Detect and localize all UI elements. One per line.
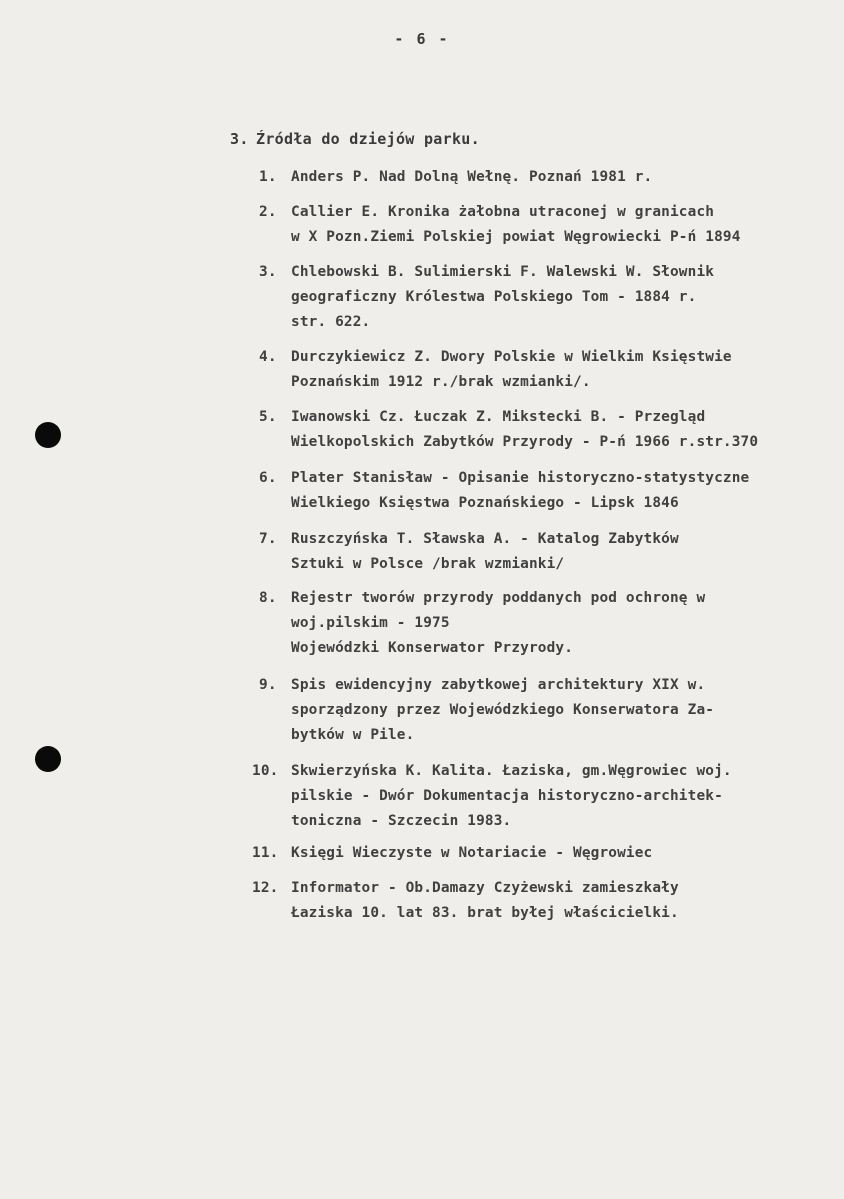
entry-line: Łaziska 10. lat 83. brat byłej właścicielki. <box>291 905 679 921</box>
entry-line: w X Pozn.Ziemi Polskiej powiat Węgrowiecki P-ń 1894 <box>291 229 741 245</box>
entry-line: bytków w Pile. <box>291 727 415 743</box>
section-number: 3. <box>230 130 249 148</box>
entry-line: Wielkopolskich Zabytków Przyrody - P-ń 1966 r.str.370 <box>291 434 759 450</box>
entry-line: geograficzny Królestwa Polskiego Tom - 1884 r. <box>291 289 697 305</box>
entry-line: toniczna - Szczecin 1983. <box>291 813 512 829</box>
entry-number: 5. <box>259 409 277 425</box>
entry-line: pilskie - Dwór Dokumentacja historyczno-architek- <box>291 788 723 804</box>
entry-line: Sztuki w Polsce /brak wzmianki/ <box>291 556 565 572</box>
entry-line: Wojewódzki Konserwator Przyrody. <box>291 640 574 656</box>
entry-line: Skwierzyńska K. Kalita. Łaziska, gm.Węgrowiec woj. <box>291 763 732 779</box>
entry-line: Spis ewidencyjny zabytkowej architektury XIX w. <box>291 677 706 693</box>
entry-number: 10. <box>252 763 279 779</box>
entry-number: 1. <box>259 169 277 185</box>
entry-line: Wielkiego Księstwa Poznańskiego - Lipsk 1846 <box>291 495 679 511</box>
entry-line: Poznańskim 1912 r./brak wzmianki/. <box>291 374 591 390</box>
entry-line: Chlebowski B. Sulimierski F. Walewski W. Słownik <box>291 264 715 280</box>
entry-number: 2. <box>259 204 277 220</box>
punch-hole <box>35 422 61 448</box>
entry-number: 6. <box>259 470 277 486</box>
entry-number: 12. <box>252 880 279 896</box>
page-number: - 6 - <box>394 30 450 48</box>
section-heading <box>230 130 480 148</box>
section-title: Źródła do dziejów parku. <box>256 130 480 148</box>
entry-number: 7. <box>259 531 277 547</box>
entry-number: 4. <box>259 349 277 365</box>
entry-line: Plater Stanisław - Opisanie historyczno-statystyczne <box>291 470 750 486</box>
entry-line: Anders P. Nad Dolną Wełnę. Poznań 1981 r. <box>291 169 653 185</box>
entry-line: Księgi Wieczyste w Notariacie - Węgrowiec <box>291 845 653 861</box>
entry-line: str. 622. <box>291 314 371 330</box>
entry-line: Iwanowski Cz. Łuczak Z. Mikstecki B. - Przegląd <box>291 409 706 425</box>
entry-number: 3. <box>259 264 277 280</box>
entry-line: sporządzony przez Wojewódzkiego Konserwatora Za- <box>291 702 715 718</box>
entry-number: 9. <box>259 677 277 693</box>
entry-line: Durczykiewicz Z. Dwory Polskie w Wielkim Księstwie <box>291 349 732 365</box>
entry-number: 11. <box>252 845 279 861</box>
entry-line: Ruszczyńska T. Sławska A. - Katalog Zabytków <box>291 531 679 547</box>
entry-line: Informator - Ob.Damazy Czyżewski zamieszkały <box>291 880 679 896</box>
entry-line: Rejestr tworów przyrody poddanych pod ochronę w <box>291 590 706 606</box>
entry-number: 8. <box>259 590 277 606</box>
entry-line: Callier E. Kronika żałobna utraconej w granicach <box>291 204 715 220</box>
punch-hole <box>35 746 61 772</box>
entry-line: woj.pilskim - 1975 <box>291 615 450 631</box>
